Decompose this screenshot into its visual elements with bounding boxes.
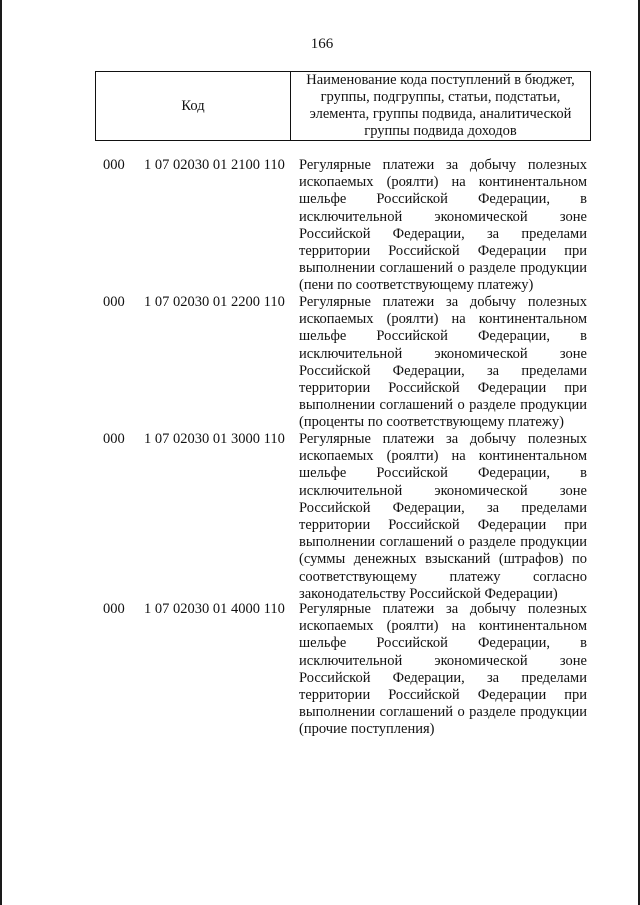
income-description: Регулярные платежи за добычу полезных ископаемых (роялти) на континентальном шельфе Российской Федерации, в исключительной экономической зоне Российской Федерации, за пределами территории Российской Федерации при выполнении соглашений о разделе продукции (проценты по соответствующему платежу) [299, 294, 587, 431]
header-code-cell: Код [96, 72, 291, 141]
income-code-list [2, 157, 640, 738]
income-code-row [2, 601, 640, 738]
header-row [96, 72, 591, 141]
header-name-cell: Наименование кода поступлений в бюджет, группы, подгруппы, статьи, подстатьи, элемента, группы подвида, аналитической группы подвида доходов [291, 72, 591, 141]
income-description: Регулярные платежи за добычу полезных ископаемых (роялти) на континентальном шельфе Российской Федерации, в исключительной экономической зоне Российской Федерации, за пределами территории Российской Федерации при выполнении соглашений о разделе продукции (пени по соответствующему платежу) [299, 157, 587, 294]
income-code-row [2, 294, 640, 431]
page-number: 166 [310, 36, 334, 52]
income-code: 1 07 02030 01 2200 110 [144, 294, 285, 310]
admin-code: 000 [103, 431, 125, 447]
income-description: Регулярные платежи за добычу полезных ископаемых (роялти) на континентальном шельфе Российской Федерации, в исключительной экономической зоне Российской Федерации, за пределами территории Российской Федерации при выполнении соглашений о разделе продукции (суммы денежных взысканий (штрафов) по соответствующему платежу согласно законодательству Российской Федерации) [299, 431, 587, 602]
admin-code: 000 [103, 294, 125, 310]
admin-code: 000 [103, 601, 125, 617]
header-table [95, 71, 591, 141]
income-description: Регулярные платежи за добычу полезных ископаемых (роялти) на континентальном шельфе Российской Федерации, в исключительной экономической зоне Российской Федерации, за пределами территории Российской Федерации при выполнении соглашений о разделе продукции (прочие поступления) [299, 601, 587, 738]
admin-code: 000 [103, 157, 125, 173]
income-code: 1 07 02030 01 3000 110 [144, 431, 285, 447]
income-code-row [2, 431, 640, 601]
income-code: 1 07 02030 01 4000 110 [144, 601, 285, 617]
income-code: 1 07 02030 01 2100 110 [144, 157, 285, 173]
income-code-row [2, 157, 640, 294]
